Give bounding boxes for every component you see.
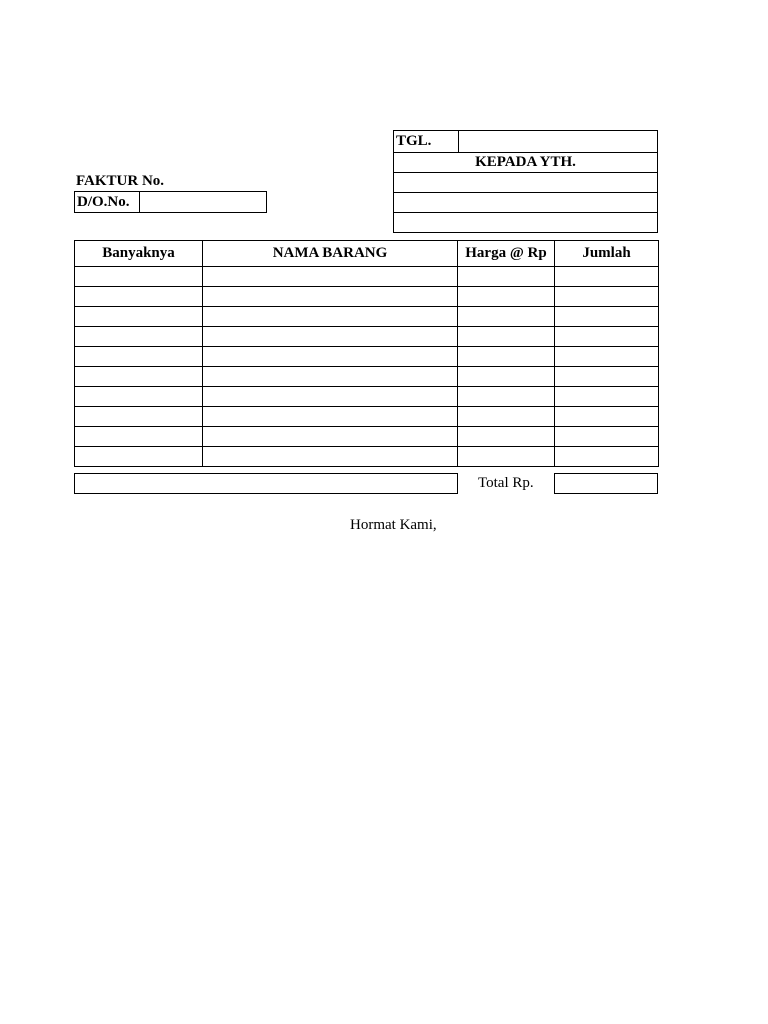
nama-barang-cell[interactable] [203, 287, 458, 307]
table-row [75, 327, 659, 347]
banyaknya-cell[interactable] [75, 367, 203, 387]
jumlah-cell[interactable] [555, 287, 659, 307]
nama-barang-cell[interactable] [203, 407, 458, 427]
jumlah-cell[interactable] [555, 327, 659, 347]
nama-barang-cell[interactable] [203, 387, 458, 407]
col-header-banyaknya: Banyaknya [75, 241, 203, 267]
jumlah-cell[interactable] [555, 367, 659, 387]
table-row [75, 427, 659, 447]
table-row [75, 307, 659, 327]
harga-cell[interactable] [458, 367, 555, 387]
nama-barang-cell[interactable] [203, 327, 458, 347]
harga-cell[interactable] [458, 287, 555, 307]
table-row [75, 407, 659, 427]
kepada-row [394, 152, 657, 172]
do-number-box [74, 191, 267, 213]
banyaknya-cell[interactable] [75, 387, 203, 407]
harga-cell[interactable] [458, 347, 555, 367]
col-header-nama-barang: NAMA BARANG [203, 241, 458, 267]
col-header-jumlah: Jumlah [555, 241, 659, 267]
kepada-label: KEPADA YTH. [475, 154, 576, 170]
jumlah-cell[interactable] [555, 267, 659, 287]
col-header-harga: Harga @ Rp [458, 241, 555, 267]
tgl-divider [458, 131, 459, 152]
nama-barang-cell[interactable] [203, 347, 458, 367]
harga-cell[interactable] [458, 387, 555, 407]
address-line-1[interactable] [394, 172, 657, 192]
jumlah-cell[interactable] [555, 427, 659, 447]
harga-cell[interactable] [458, 307, 555, 327]
total-value-box[interactable] [554, 473, 658, 494]
jumlah-cell[interactable] [555, 347, 659, 367]
table-header-row [75, 241, 659, 267]
banyaknya-cell[interactable] [75, 307, 203, 327]
nama-barang-cell[interactable] [203, 427, 458, 447]
banyaknya-cell[interactable] [75, 347, 203, 367]
banyaknya-cell[interactable] [75, 287, 203, 307]
jumlah-cell[interactable] [555, 407, 659, 427]
items-table [74, 240, 659, 467]
total-note-box[interactable] [74, 473, 458, 494]
banyaknya-cell[interactable] [75, 407, 203, 427]
nama-barang-cell[interactable] [203, 447, 458, 467]
banyaknya-cell[interactable] [75, 447, 203, 467]
banyaknya-cell[interactable] [75, 267, 203, 287]
recipient-box [393, 130, 658, 233]
harga-cell[interactable] [458, 447, 555, 467]
nama-barang-cell[interactable] [203, 307, 458, 327]
table-row [75, 387, 659, 407]
address-line-3[interactable] [394, 212, 657, 233]
items-body [75, 267, 659, 467]
jumlah-cell[interactable] [555, 447, 659, 467]
closing-text: Hormat Kami, [350, 517, 437, 533]
jumlah-cell[interactable] [555, 387, 659, 407]
harga-cell[interactable] [458, 407, 555, 427]
do-divider [139, 192, 140, 212]
do-label: D/O.No. [77, 194, 130, 210]
banyaknya-cell[interactable] [75, 327, 203, 347]
table-row [75, 287, 659, 307]
table-row [75, 447, 659, 467]
address-line-2[interactable] [394, 192, 657, 212]
table-row [75, 347, 659, 367]
harga-cell[interactable] [458, 267, 555, 287]
tgl-label: TGL. [396, 133, 432, 149]
faktur-label: FAKTUR No. [76, 173, 165, 189]
jumlah-cell[interactable] [555, 307, 659, 327]
table-row [75, 267, 659, 287]
banyaknya-cell[interactable] [75, 427, 203, 447]
harga-cell[interactable] [458, 327, 555, 347]
nama-barang-cell[interactable] [203, 267, 458, 287]
harga-cell[interactable] [458, 427, 555, 447]
table-row [75, 367, 659, 387]
nama-barang-cell[interactable] [203, 367, 458, 387]
total-label: Total Rp. [478, 475, 534, 491]
